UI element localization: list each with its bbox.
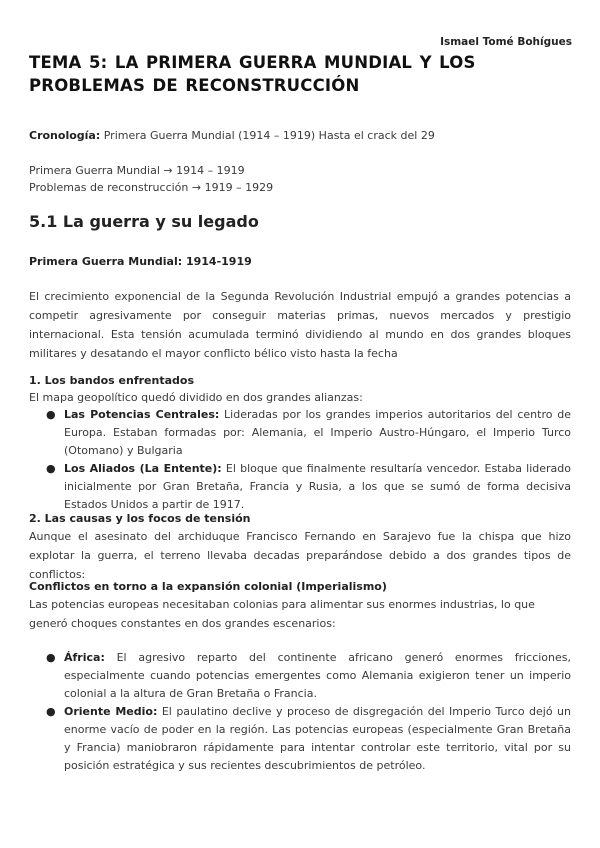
item-text: Lideradas por los grandes imperios autoritarios del centro de Europa. Estaban formadas por: Alemania, el Imperio Austro-Húngaro, el Imperio Turco (Otomano) y Bulgaria [64,408,572,457]
causas-subheading: Conflictos en torno a la expansión colonial (Imperialismo) [29,580,387,593]
item-label: Las Potencias Centrales: [64,408,220,421]
list-item [29,406,571,460]
bandos-intro: El mapa geopolítico quedó dividido en dos grandes alianzas: [29,391,363,404]
cronologia-label: Cronología: [29,129,101,142]
bandos-heading: 1. Los bandos enfrentados [29,374,194,387]
bullet-icon: ● [46,705,56,718]
period-line-1: Primera Guerra Mundial → 1914 – 1919 [29,164,245,177]
list-item [29,460,571,514]
item-label: Los Aliados (La Entente): [64,462,222,475]
section-subheading: Primera Guerra Mundial: 1914-1919 [29,255,252,268]
period-line-2: Problemas de reconstrucción → 1919 – 1929 [29,181,274,194]
bullet-icon: ● [46,408,56,421]
document-title: TEMA 5: LA PRIMERA GUERRA MUNDIAL Y LOS PROBLEMAS DE RECONSTRUCCIÓN [29,53,476,95]
cronologia-text: Primera Guerra Mundial (1914 – 1919) Hasta el crack del 29 [100,129,435,142]
item-label: Oriente Medio: [64,705,158,718]
causas-subintro: Las potencias europeas necesitaban colonias para alimentar sus enormes industrias, lo que generó choques constantes en dos grandes escenarios: [29,598,535,630]
cronologia-line [29,126,571,145]
bullet-icon: ● [46,462,56,475]
bandos-list [29,406,571,514]
list-item [29,703,571,775]
bullet-icon: ● [46,651,56,664]
item-text: El paulatino declive y proceso de disgregación del Imperio Turco dejó un enorme vacío de poder en la región. Las potencias europeas (especialmente Gran Bretaña y Francia) maniobraron rápidamente para intentar controlar este territorio, vital por su posición estratégica y sus recientes descubrimientos de petróleo. [64,705,571,772]
intro-paragraph: El crecimiento exponencial de la Segunda Revolución Industrial empujó a grandes potencias a competir agresivamente por conseguir materias primas, nuevos mercados y prestigio internacional. Esta tensión acumulada terminó dividiendo al mundo en dos grandes bloques militares y desatando el mayor conflicto bélico visto hasta la fecha [29,290,571,360]
item-label: África: [64,651,105,664]
item-text: El bloque que finalmente resultaría vencedor. Estaba liderado inicialmente por Gran Bretaña, Francia y Rusia, a los que se sumó de forma decisiva Estados Unidos a partir de 1917. [64,462,571,511]
causas-intro: Aunque el asesinato del archiduque Francisco Fernando en Sarajevo fue la chispa que hizo explotar la guerra, el terreno llevaba decadas preparándose debido a dos grandes tipos de conflictos: [29,530,571,581]
author-name: Ismael Tomé Bohígues [440,36,572,48]
list-item [29,649,571,703]
item-text: El agresivo reparto del continente africano generó enormes fricciones, especialmente cuando potencias emergentes como Alemania exigieron tener un imperio colonial a la altura de Gran Bretaña o Francia. [64,651,571,700]
section-heading: 5.1 La guerra y su legado [29,212,259,231]
causas-heading: 2. Las causas y los focos de tensión [29,512,251,525]
causas-list [29,649,571,775]
